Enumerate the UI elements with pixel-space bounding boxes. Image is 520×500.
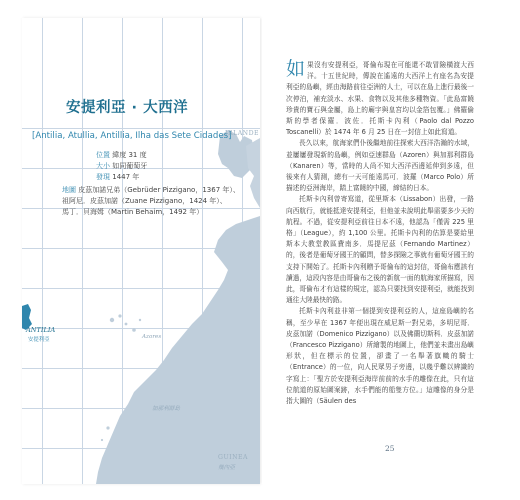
info-position-label: 位置: [96, 151, 110, 159]
info-position-value: 緯度 31 度: [112, 151, 147, 159]
islet: [101, 439, 103, 441]
page-title: 安提利亞 · 大西洋: [66, 100, 189, 116]
canaries-island: [170, 384, 174, 388]
europe-africa-coast: [96, 216, 260, 484]
paragraph: 長久以來，航海家們仆後繼地前往探索大西洋浩瀚的水域，並屢屢發現新的島嶼，例如亞速群島（Azoren）與加那利群島（Kanaren）等，當時的人尚不知大西洋西邊延伸到多遠，但後來有人猜測，總有一天可能遠馬可．波羅（Marco Polo）所描述的亞洲海岸，踏上富饒的中國，締結的日本。: [286, 139, 474, 193]
islet: [106, 426, 109, 429]
map-label-guinea: GUINEA: [218, 454, 249, 461]
maps-line: 祖阿尼．皮茲加諾（Zuane Pizzigano，1424 年）、: [62, 197, 227, 205]
azores-island: [132, 328, 136, 332]
map-label-canaries: 加那利群島: [152, 406, 180, 412]
map-label-antilia-cn: 安提利亞: [28, 337, 50, 343]
title-block: [66, 96, 188, 117]
dropcap: 如: [286, 58, 306, 80]
info-maps-label: 地圖: [62, 186, 76, 194]
paragraph: 托斯卡內利並非第一個提到安提利亞的人，這座島嶼的名稱，至少早在 1367 年便出現在威尼斯一對兄弟，多明尼哥．皮茲加諾（Domenico Pizzigano）以及佛蘭切斯科．皮茲加諾（Francesco Pizzigano）所繪製的地圖上，他們並未畫出島嶼形狀，但在標示的位置，卻畫了一名舉著旗幟的騎士（Entrance）的一位，向人民眾男子旁邊，以幾乎難以辨識的字寫上：「聖方於安提利亞海岸前前的水手的雕像在此，只有這位航道的原始圖案跡，水手們能的船隻方位。」這雕像的身分是指大圖的（Säulen des: [286, 307, 474, 406]
islet: [115, 435, 118, 438]
maps-line: 皮茲加諾兄弟（Gebrüder Pizzigano，1367 年）、: [78, 186, 240, 194]
info-discovered: [96, 172, 139, 182]
info-position: [96, 150, 147, 160]
azores-island: [110, 318, 114, 322]
azores-island: [125, 323, 128, 326]
canaries-island: [179, 391, 182, 394]
paragraph-text: 果沒有安提利亞，哥倫布現在可能還不敢冒險橫渡大西洋。十五世紀時，傳說在遙遠的大西洋上有座名為安提利亞的島嶼，經由海路前往亞洲的人士，可以在島上進行最後一次停泊，補充淡水、水果、食物以及其他多種物資。「此島富饒珍貴的寶石與金屬，島上的廟宇與皇宮均以金箔包覆。」佛羅倫斯的學者保羅．波佐．托斯卡內利（Paolo dal Pozzo Toscanelli）於 1474 年 6 月 25 日在一封信上如此寫道。: [286, 61, 474, 137]
azores-island: [118, 314, 121, 317]
info-discovered-label: 發現: [96, 173, 110, 181]
left-page: [22, 18, 260, 484]
britain-landmass: [246, 138, 260, 208]
paragraph: 托斯卡內利曾寄寫道，從里斯本（Lissabon）出發，一路向西航行，就能抵達安提利亞，但他並未說明此舉需要多少天的航程。不過，從安提利亞前往日本不遠，他認為「僅需 225 里格」（League），約 1,100 公里。托斯卡內利的估算是要給里斯本大教堂教區費南多．馬提尼茲（Fernando Martinez）的，後者是葡萄牙國王的顧問，替多探險之事就有葡萄牙國王的支持下開始了。托斯卡內利贈予哥倫布的這封信，哥倫布應該有讀過，這段內容是由哥倫布之後的新航一面的航海家所描寫，因此，哥倫布才有這樣的規定，認為只要找到安提利亞，就能找到通往大陸最快的路。: [286, 195, 474, 305]
azores-island: [139, 319, 141, 321]
map-label-ireland: IRLANDE: [225, 130, 260, 137]
paragraph: [286, 60, 474, 138]
map-label-guinea-cn: 幾內亞: [218, 465, 235, 471]
info-maps-line-2: [62, 196, 227, 206]
map-label-azores: Azores: [142, 334, 162, 340]
historical-map: [22, 18, 260, 484]
info-size-value: 如同葡萄牙: [112, 162, 148, 170]
info-size: [96, 161, 147, 171]
info-discovered-value: 1447 年: [112, 173, 140, 181]
page-number: 25: [385, 444, 395, 453]
info-size-label: 大小: [96, 162, 110, 170]
canaries-island: [165, 397, 168, 400]
info-maps-line-1: [62, 185, 240, 195]
info-maps-line-3: [62, 207, 203, 217]
right-page: [262, 18, 494, 484]
canaries-island: [185, 379, 187, 381]
map-label-antilia: ANTILIA: [26, 326, 56, 334]
body-text: [286, 60, 474, 407]
page-subtitle: [Antilia, Atullia, Antillia, Ilha das Sete Cidades]: [32, 131, 232, 141]
maps-line: 馬丁．貝海姆（Martin Behaim，1492 年）: [62, 208, 204, 216]
